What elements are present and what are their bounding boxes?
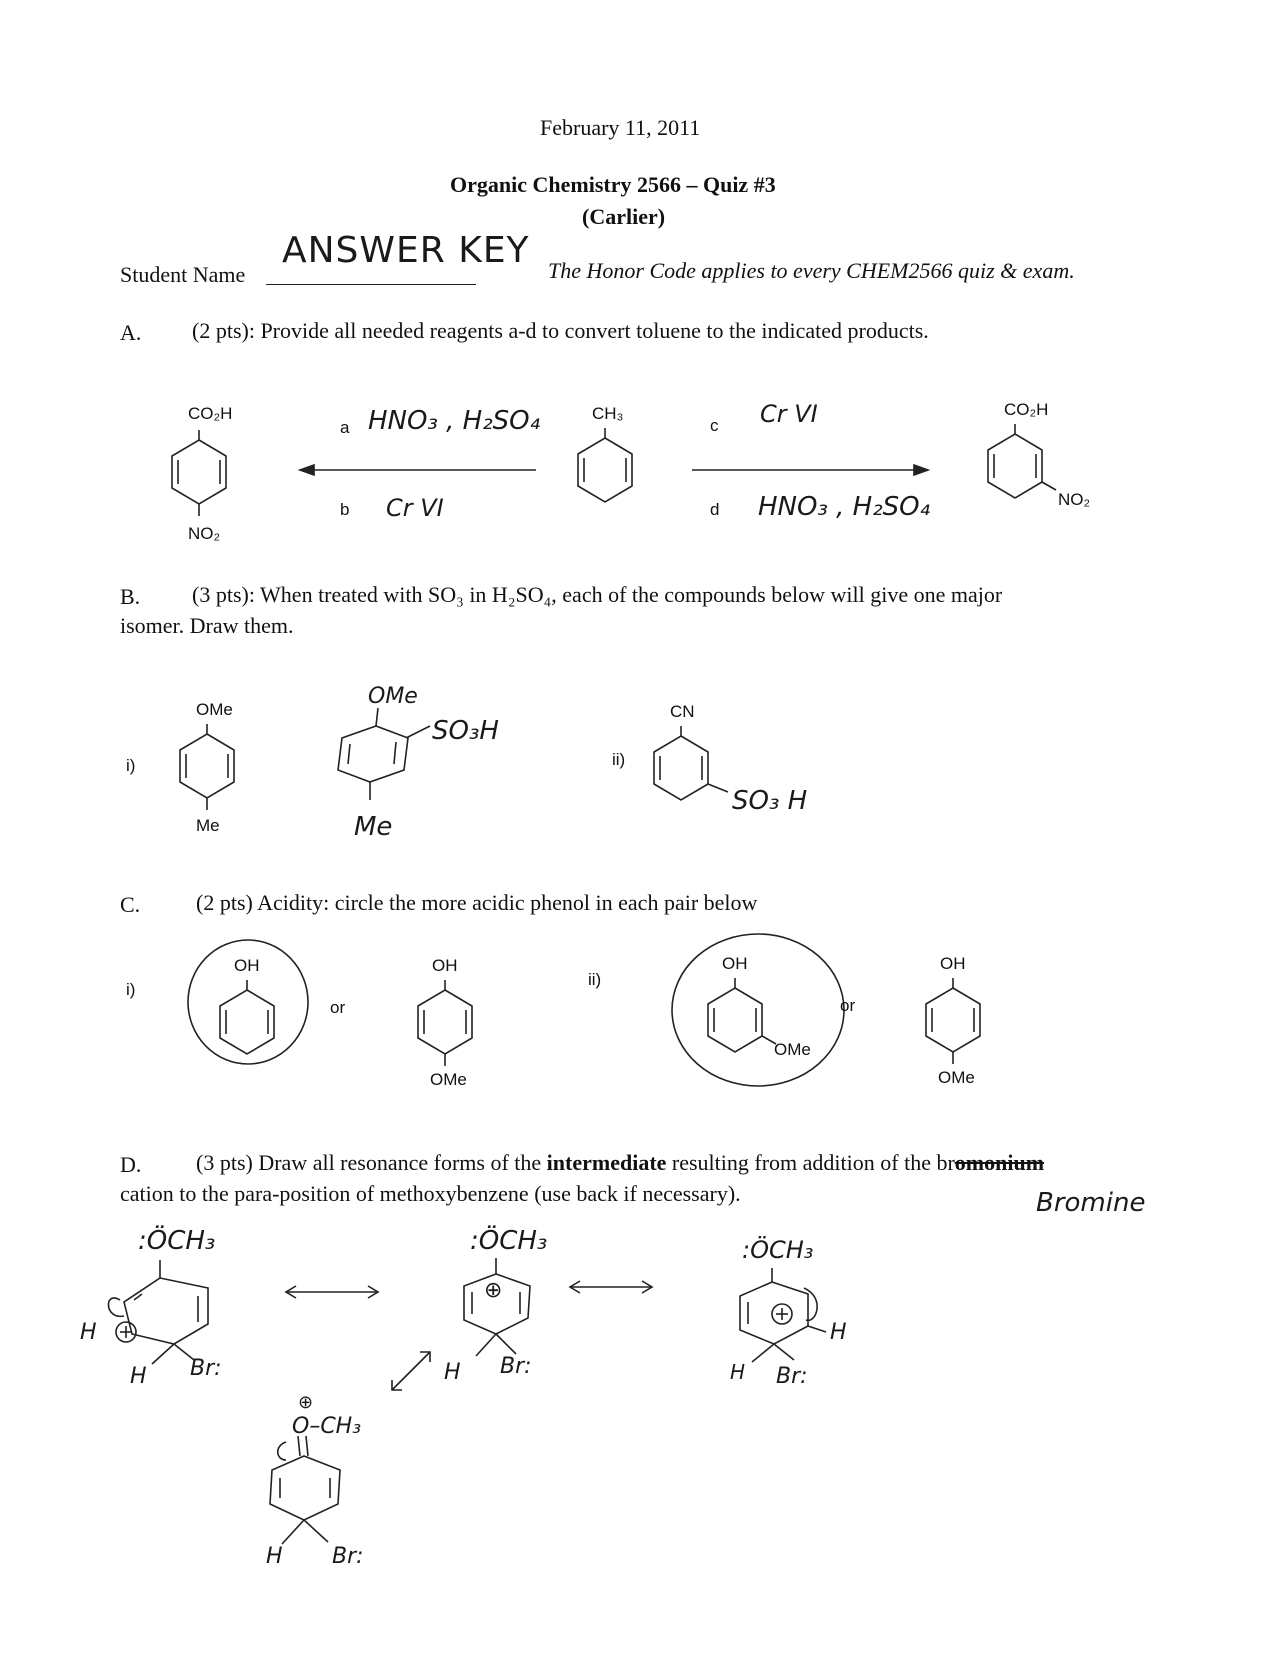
- b-i-answer-ring: [330, 708, 440, 808]
- a-label-d: d: [710, 500, 720, 519]
- c-ii-label: ii): [588, 970, 602, 989]
- a-left-benzene-ring: [164, 430, 234, 520]
- student-name-label: Student Name: [120, 262, 246, 287]
- instructor: (Carlier): [582, 204, 666, 229]
- b-i-top-group: OMe: [196, 700, 233, 719]
- section-a-prompt: (2 pts): Provide all needed reagents a-d to convert toluene to the indicated products.: [192, 318, 929, 343]
- c-ii-right-oh: OH: [940, 954, 966, 973]
- section-b-letter: B.: [120, 584, 141, 609]
- a-left-top-group: CO₂H: [188, 404, 233, 423]
- d-form2-och3: :ÖCH₃: [470, 1226, 548, 1256]
- b-ii-top-group: CN: [670, 702, 695, 721]
- d-form2-ring: [440, 1258, 560, 1368]
- section-c-prompt: (2 pts) Acidity: circle the more acidic phenol in each pair below: [196, 890, 758, 915]
- d-form3-och3: :ÖCH₃: [742, 1236, 814, 1264]
- d-prompt-bold: intermediate: [546, 1150, 667, 1175]
- b-ii-label: ii): [612, 750, 626, 769]
- c-ii-or: or: [840, 996, 856, 1015]
- a-center-benzene-ring: [570, 428, 640, 508]
- b-ii-answer-group: SO₃ H: [732, 786, 808, 816]
- b-i-answer-group: SO₃H: [432, 716, 499, 746]
- d-prompt-struck: omonium: [954, 1150, 1045, 1175]
- a-answer-d: HNO₃ , H₂SO₄: [758, 492, 931, 522]
- d-resonance-arrow-3: [386, 1346, 436, 1396]
- b-i-answer-top: OMe: [368, 684, 418, 709]
- c-i-right-ome: OMe: [430, 1070, 467, 1089]
- c-ii-right-benzene-ring: [918, 978, 988, 1068]
- d-form3-h: H: [730, 1360, 746, 1384]
- quiz-date: February 11, 2011: [540, 115, 701, 140]
- a-answer-c: Cr VI: [760, 400, 818, 428]
- c-i-left-oh: OH: [234, 956, 260, 975]
- d-form2-h: H: [444, 1360, 461, 1385]
- section-d-letter: D.: [120, 1152, 142, 1177]
- a-label-b: b: [340, 500, 350, 519]
- c-i-label: i): [126, 980, 136, 999]
- a-right-side-group: NO₂: [1058, 490, 1091, 509]
- a-right-benzene-ring: [980, 424, 1070, 504]
- d-resonance-arrow-1: [282, 1282, 382, 1302]
- section-d-prompt-line2: cation to the para-position of methoxybenzene (use back if necessary).: [120, 1181, 741, 1206]
- d-form2-plus: ⊕: [484, 1278, 503, 1303]
- d-form1-h: H: [130, 1364, 147, 1389]
- section-b-prompt-line2: isomer. Draw them.: [120, 613, 294, 638]
- d-form3-br: Br:: [776, 1364, 808, 1389]
- c-ii-right-ome: OMe: [938, 1068, 975, 1087]
- b-i-label: i): [126, 756, 136, 775]
- b-i-answer-bottom: Me: [354, 812, 393, 842]
- a-label-a: a: [340, 418, 350, 437]
- c-ii-left-oh: OH: [722, 954, 748, 973]
- d-form4-br: Br:: [332, 1544, 364, 1569]
- a-label-c: c: [710, 416, 719, 435]
- arrow-right: [690, 462, 930, 478]
- a-right-top-group: CO₂H: [1004, 400, 1049, 419]
- c-i-right-benzene-ring: [410, 980, 480, 1070]
- c-i-left-benzene-ring: [212, 980, 282, 1060]
- d-form4-h: H: [266, 1544, 283, 1569]
- d-form3-h-side: H: [830, 1320, 847, 1345]
- d-prompt-post: resulting from addition of the br: [666, 1150, 955, 1175]
- honor-code: The Honor Code applies to every CHEM2566 quiz & exam.: [548, 258, 1075, 283]
- d-prompt-pre: (3 pts) Draw all resonance forms of the: [196, 1150, 547, 1175]
- d-form1-h-side: H: [80, 1320, 97, 1345]
- c-i-right-oh: OH: [432, 956, 458, 975]
- b-i-bottom-group: Me: [196, 816, 220, 835]
- b-i-benzene-ring: [172, 724, 242, 814]
- d-form4-ring: [256, 1436, 376, 1556]
- a-left-bottom-group: NO₂: [188, 524, 221, 543]
- section-a-letter: A.: [120, 320, 142, 345]
- course-title: Organic Chemistry 2566 – Quiz #3: [450, 172, 776, 197]
- d-form1-br: Br:: [190, 1356, 222, 1381]
- a-answer-a: HNO₃ , H₂SO₄: [368, 406, 541, 436]
- d-form1-ring: [84, 1260, 264, 1380]
- d-form2-br: Br:: [500, 1354, 532, 1379]
- section-d-prompt-line1: [196, 1150, 1044, 1176]
- d-resonance-arrow-2: [566, 1276, 656, 1298]
- a-center-group: CH₃: [592, 404, 624, 423]
- d-form4-plus: ⊕: [298, 1392, 314, 1413]
- section-b-prompt-line1: (3 pts): When treated with SO₃ in H₂SO₄, each of the compounds below will give one major: [192, 582, 1003, 607]
- a-answer-b: Cr VI: [386, 494, 444, 522]
- c-ii-left-ome: OMe: [774, 1040, 811, 1059]
- c-i-or: or: [330, 998, 346, 1017]
- d-form4-group: O–CH₃: [292, 1414, 362, 1439]
- arrow-left: [298, 462, 538, 478]
- student-name-answer: ANSWER KEY: [282, 230, 530, 271]
- section-c-letter: C.: [120, 892, 141, 917]
- d-correction: Bromine: [1036, 1188, 1146, 1218]
- student-name-underline: [266, 284, 476, 285]
- d-form1-och3: :ÖCH₃: [138, 1226, 216, 1256]
